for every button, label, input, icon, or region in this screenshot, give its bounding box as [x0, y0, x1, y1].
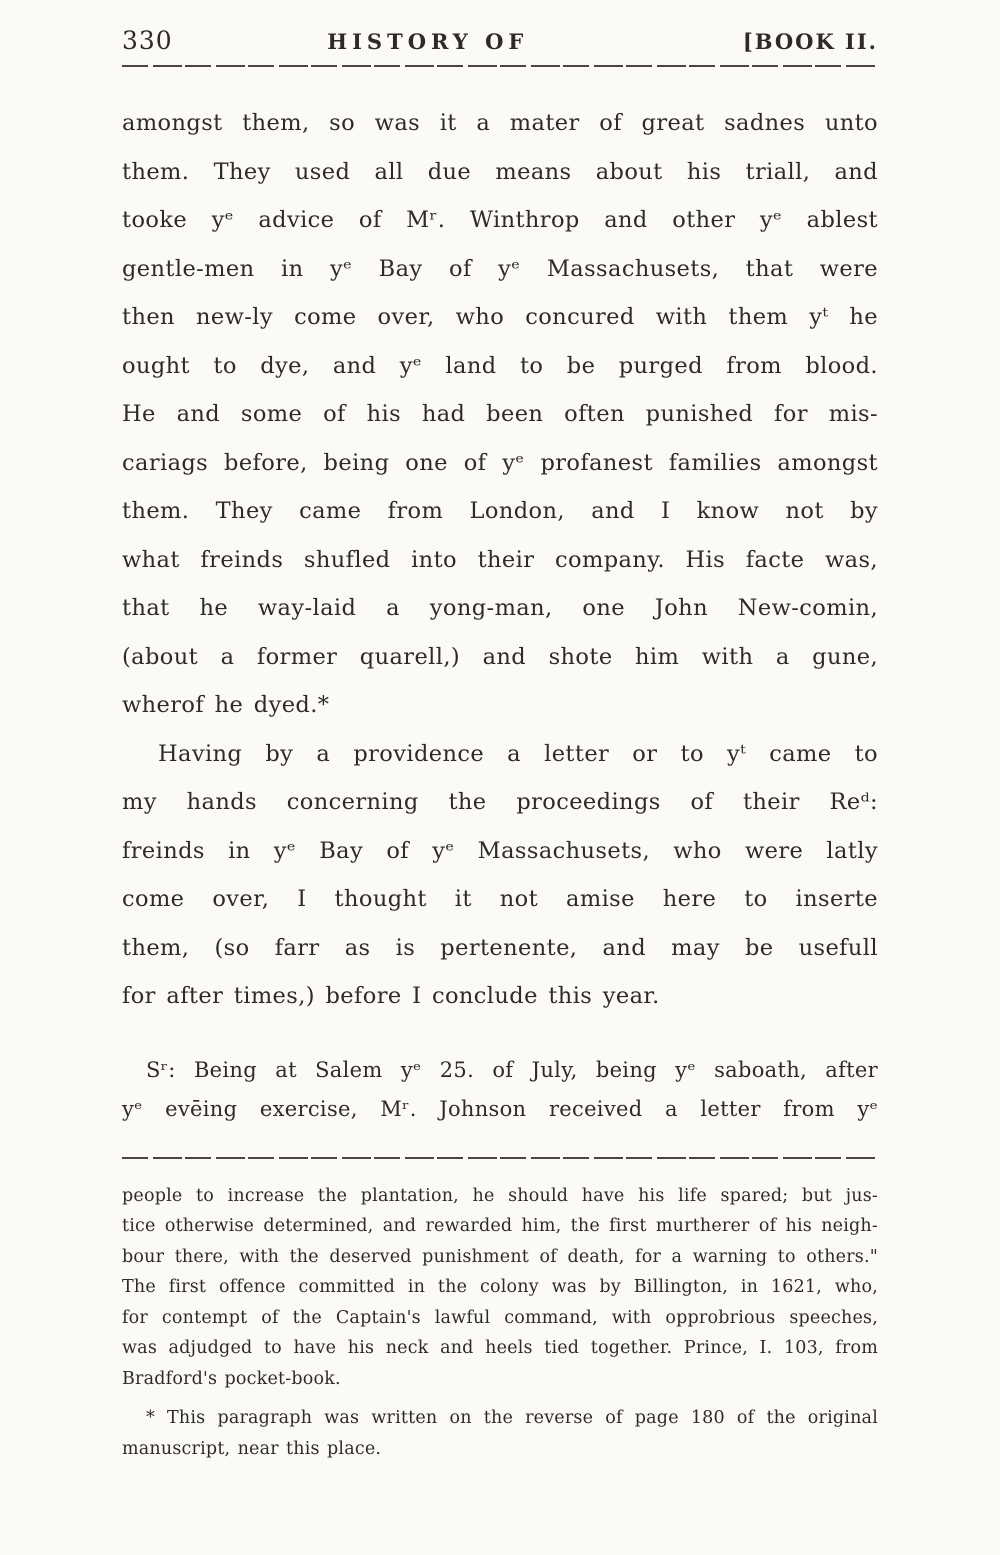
text-line: people to increase the plantation, he should have his life spared; but jus- — [122, 1185, 878, 1206]
text-line: my hands concerning the proceedings of their Reᵈ: — [122, 789, 878, 815]
text-line: manuscript, near this place. — [122, 1438, 382, 1459]
text-line: come over, I thought it not amise here to inserte — [122, 886, 878, 912]
footnote-section — [122, 1181, 878, 1465]
text-line: for after times,) before I conclude this year. — [122, 983, 660, 1009]
running-header-title: HISTORY OF — [327, 29, 529, 54]
footnote-rule — [122, 1157, 878, 1159]
text-line: cariags before, being one of yᵉ profanest families amongst — [122, 449, 878, 476]
text-line: tice otherwise determined, and rewarded him, the first murtherer of his neigh- — [122, 1216, 878, 1236]
text-line: The first offence committed in the colony was by Billington, in 1621, who, — [122, 1277, 878, 1297]
body-text — [122, 99, 878, 1129]
text-line: Sʳ: Being at Salem yᵉ 25. of July, being yᵉ saboath, after — [146, 1057, 878, 1082]
text-line: freinds in yᵉ Bay of yᵉ Massachusets, who were latly — [122, 837, 878, 864]
text-line: yᵉ evēing exercise, Mʳ. Johnson received a letter from yᵉ — [122, 1096, 878, 1121]
paragraph-main — [122, 99, 878, 730]
paragraph-letter — [122, 1051, 878, 1129]
text-line: tooke yᵉ advice of Mʳ. Winthrop and other yᵉ ablest — [122, 207, 878, 233]
text-line: them, (so farr as is pertenente, and may be usefull — [122, 934, 878, 961]
footnote-asterisk-note — [122, 1403, 878, 1464]
text-line: then new-ly come over, who concured with them yᵗ he — [122, 304, 878, 330]
text-line: was adjudged to have his neck and heels tied together. Prince, I. 103, from — [122, 1338, 878, 1358]
header-rule — [122, 65, 878, 67]
text-line: what freinds shufled into their company. His facte was, — [122, 546, 878, 573]
text-line: them. They used all due means about his triall, and — [122, 158, 878, 185]
book-label: [BOOK II. — [742, 29, 878, 54]
text-line: wherof he dyed.* — [122, 692, 330, 718]
text-line: gentle-men in yᵉ Bay of yᵉ Massachusets, that were — [122, 255, 878, 282]
text-line: bour there, with the deserved punishment of death, for a warning to others." — [122, 1246, 878, 1267]
text-line: that he way-laid a yong-man, one John New-comin, — [122, 595, 878, 621]
text-line: for contempt of the Captain's lawful command, with opprobrious speeches, — [122, 1307, 878, 1328]
text-line: amongst them, so was it a mater of great sadnes unto — [122, 110, 878, 136]
page-number: 330 — [122, 26, 173, 55]
text-line: * This paragraph was written on the reverse of page 180 of the original — [146, 1408, 878, 1428]
footnote-continuation — [122, 1181, 878, 1395]
paragraph-having — [122, 730, 878, 1021]
page-header — [122, 26, 878, 55]
text-line: Bradford's pocket-book. — [122, 1368, 341, 1389]
text-line: ought to dye, and yᵉ land to be purged from blood. — [122, 352, 878, 379]
text-line: Having by a providence a letter or to yᵗ came to — [158, 740, 878, 767]
text-line: (about a former quarell,) and shote him with a gune, — [122, 643, 878, 670]
text-line: He and some of his had been often punished for mis- — [122, 401, 878, 427]
text-line: them. They came from London, and I know not by — [122, 498, 878, 524]
